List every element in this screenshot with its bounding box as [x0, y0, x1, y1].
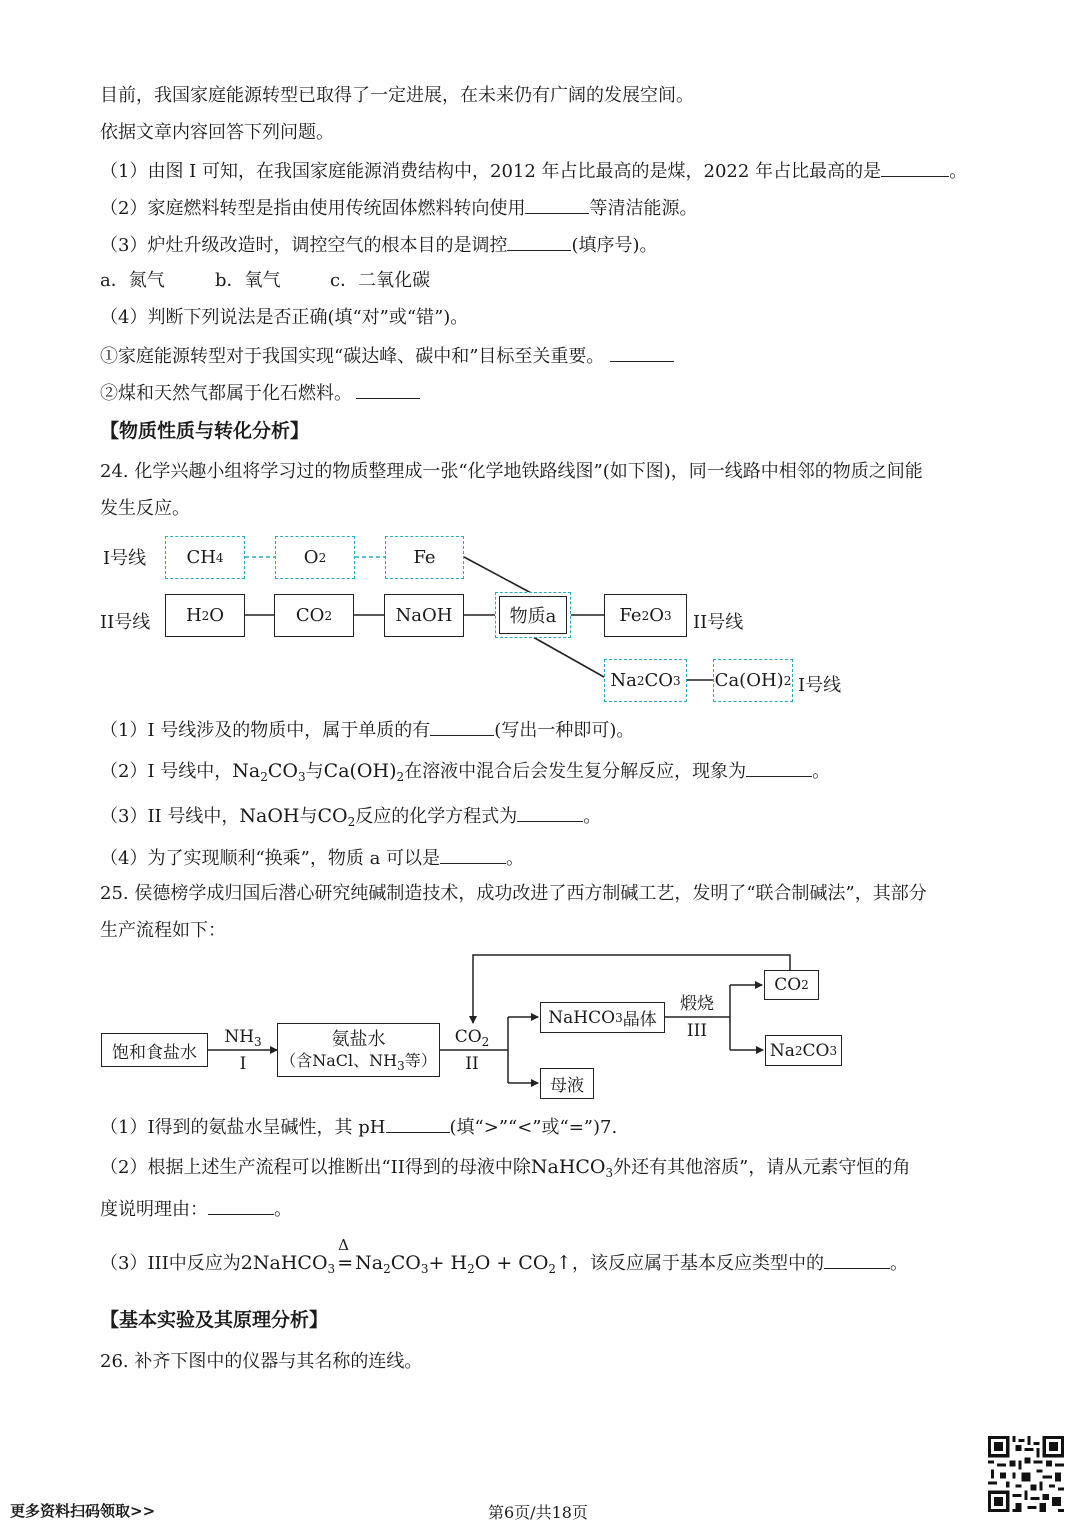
flow-ammonia-brine-title: 氨盐水 — [331, 1029, 386, 1050]
flow-ammonia-brine — [277, 1023, 440, 1077]
station-co2: CO 2 — [274, 594, 354, 637]
q25-part2-text: （2）根据上述生产流程可以推断出“II得到的母液中除 — [100, 1157, 531, 1178]
flow-nh3-label: $NH_3$ — [224, 1027, 262, 1049]
heat-condition-sign: Δ = — [337, 1236, 354, 1274]
flow-nahco3-crystal: NaHCO 3 晶体 — [540, 1002, 665, 1033]
formula-nahco3: NaHCO$_3$ — [530, 1156, 614, 1180]
q26-stem: 26. 补齐下图中的仪器与其名称的连线。 — [100, 1351, 423, 1372]
flow-step-1: I — [239, 1054, 247, 1074]
q23-statement-1-text: ①家庭能源转型对于我国实现“碳达峰、碳中和”目标至关重要。 — [100, 346, 605, 367]
station-fe: Fe — [385, 536, 464, 579]
flow-ammonia-brine-contents: （含NaCl、$NH_3$等） — [280, 1051, 437, 1073]
q24-part2-text: （2）I 号线中， — [100, 761, 233, 782]
flow-co2-label: $CO_2$ — [454, 1027, 490, 1049]
reaction-equation: 2NaHCO$_3$ Δ = $Na_2CO_3+ H_2O$ + $CO_2↑$ — [240, 1236, 572, 1276]
footer-scan-link[interactable]: 更多资料扫码领取>> — [10, 1502, 156, 1520]
flow-step-2: II — [465, 1054, 479, 1074]
flow-out-na2co3: Na 2 CO 3 — [765, 1035, 842, 1066]
station-substance-a: 物质a — [495, 592, 571, 638]
q25-part1 — [100, 1114, 617, 1140]
q24-part2-text-b: 在溶液中混合后会发生复分解反应，现象为 — [404, 761, 747, 782]
formula-caoh2: $Ca(OH)_2$ — [323, 760, 405, 784]
q25-part2-end: 。 — [274, 1199, 292, 1220]
flow-out-co2: CO 2 — [764, 970, 819, 1000]
q23-option-c: c．二氧化碳 — [330, 270, 431, 291]
q25-stem-2: 生产流程如下： — [100, 920, 226, 941]
station-naoh: NaOH — [384, 594, 464, 637]
qr-code-icon[interactable] — [988, 1436, 1064, 1512]
line-I-label: I号线 — [103, 548, 147, 569]
q24-part3-end: 。 — [583, 806, 602, 827]
q24-part2-end: 。 — [812, 761, 831, 782]
station-h2o: H 2 O — [165, 594, 245, 637]
flow-step-3: III — [686, 1021, 708, 1041]
section-heading-experiments: 【基本实验及其原理分析】 — [100, 1309, 329, 1331]
line-I-end-label: I号线 — [798, 675, 842, 696]
q24-stem-2: 发生反应。 — [100, 498, 190, 519]
q25-part1-text: （1）I得到的氨盐水呈碱性，其 pH — [100, 1117, 386, 1138]
q25-part3-text-b: ，该反应属于基本反应类型中的 — [571, 1253, 824, 1274]
station-na2co3: Na 2 CO 3 — [604, 659, 687, 702]
intro-line-1: 目前，我国家庭能源转型已取得了一定进展，在未来仍有广阔的发展空间。 — [100, 85, 694, 106]
q25-part2-text-c: 度说明理由： — [100, 1199, 208, 1220]
section-heading-properties: 【物质性质与转化分析】 — [100, 420, 310, 442]
q23-option-a: a．氮气 — [100, 270, 165, 291]
flow-calcine-label: 煅烧 — [680, 994, 714, 1014]
q23-option-b: b．氧气 — [215, 270, 281, 291]
station-caoh2: Ca(OH) 2 — [713, 659, 793, 702]
q25-part2-cont — [100, 1196, 292, 1222]
q24-part2-mid: 与 — [305, 761, 324, 782]
formula-na2co3: $Na_2CO_3$ — [232, 760, 306, 784]
q25-part2-text-b: 外还有其他溶质”，请从元素守恒的角 — [613, 1157, 911, 1178]
station-ch4: CH 4 — [165, 536, 245, 579]
q23-statement-2-text: ②煤和天然气都属于化石燃料。 — [100, 383, 352, 404]
q24-part3-text: （3）II 号线中， — [100, 806, 240, 827]
line-II-label: II号线 — [100, 612, 151, 633]
q24-part1-end: (写出一种即可)。 — [494, 720, 635, 741]
footer-page-number: 第6页/共18页 — [488, 1503, 588, 1522]
station-fe2o3: Fe 2 O 3 — [604, 594, 687, 637]
q24-part4-text: （4）为了实现顺利“换乘”，物质 a 可以是 — [100, 848, 441, 869]
q25-part1-end: (填“>”“<”或“=”)7. — [449, 1117, 618, 1138]
formula-co2: $CO_2$ — [317, 805, 356, 829]
answer-blank[interactable] — [386, 1114, 450, 1133]
q24-part3-mid: 与 — [299, 806, 318, 827]
q23-part2-text: （2）家庭燃料转型是指由使用传统固体燃料转向使用 — [100, 198, 526, 219]
q25-part3-end: 。 — [889, 1253, 908, 1274]
line-II-end-label: II号线 — [693, 612, 744, 633]
q23-part3-text: （3）炉灶升级改造时，调控空气的根本目的是调控 — [100, 235, 508, 256]
q25-part3 — [100, 1236, 908, 1276]
station-o2: O 2 — [275, 536, 355, 579]
q25-stem-1: 25. 侯德榜学成归国后潜心研究纯碱制造技术，成功改进了西方制碱工艺，发明了“联合制碱法”，其部分 — [100, 883, 927, 904]
q25-part2 — [100, 1155, 910, 1180]
q23-part4: （4）判断下列说法是否正确(填“对”或“错”)。 — [100, 307, 469, 328]
answer-blank[interactable] — [208, 1196, 274, 1215]
q24-stem-1: 24. 化学兴趣小组将学习过的物质整理成一张“化学地铁路线图”(如下图)，同一线路中相邻的物质之间能 — [100, 461, 923, 482]
intro-line-2: 依据文章内容回答下列问题。 — [100, 122, 334, 143]
answer-blank[interactable] — [824, 1250, 890, 1269]
flow-mother-liquor: 母液 — [540, 1068, 594, 1099]
q24-part4-end: 。 — [506, 848, 525, 869]
q24-part1-text: （1）I 号线涉及的物质中，属于单质的有 — [100, 720, 431, 741]
q23-part3-end: (填序号)。 — [571, 235, 658, 256]
flow-saturated-brine: 饱和食盐水 — [101, 1033, 208, 1067]
formula-naoh: NaOH — [239, 805, 300, 827]
q23-part1-end: 。 — [949, 161, 968, 182]
q25-part3-text: （3）III中反应为 — [100, 1253, 241, 1274]
q24-part3-text-b: 反应的化学方程式为 — [355, 806, 518, 827]
q23-part1-text: （1）由图 I 可知，在我国家庭能源消费结构中，2012 年占比最高的是煤，2022 年占比最高的是 — [100, 161, 882, 182]
q23-part2-end: 等清洁能源。 — [589, 198, 698, 219]
